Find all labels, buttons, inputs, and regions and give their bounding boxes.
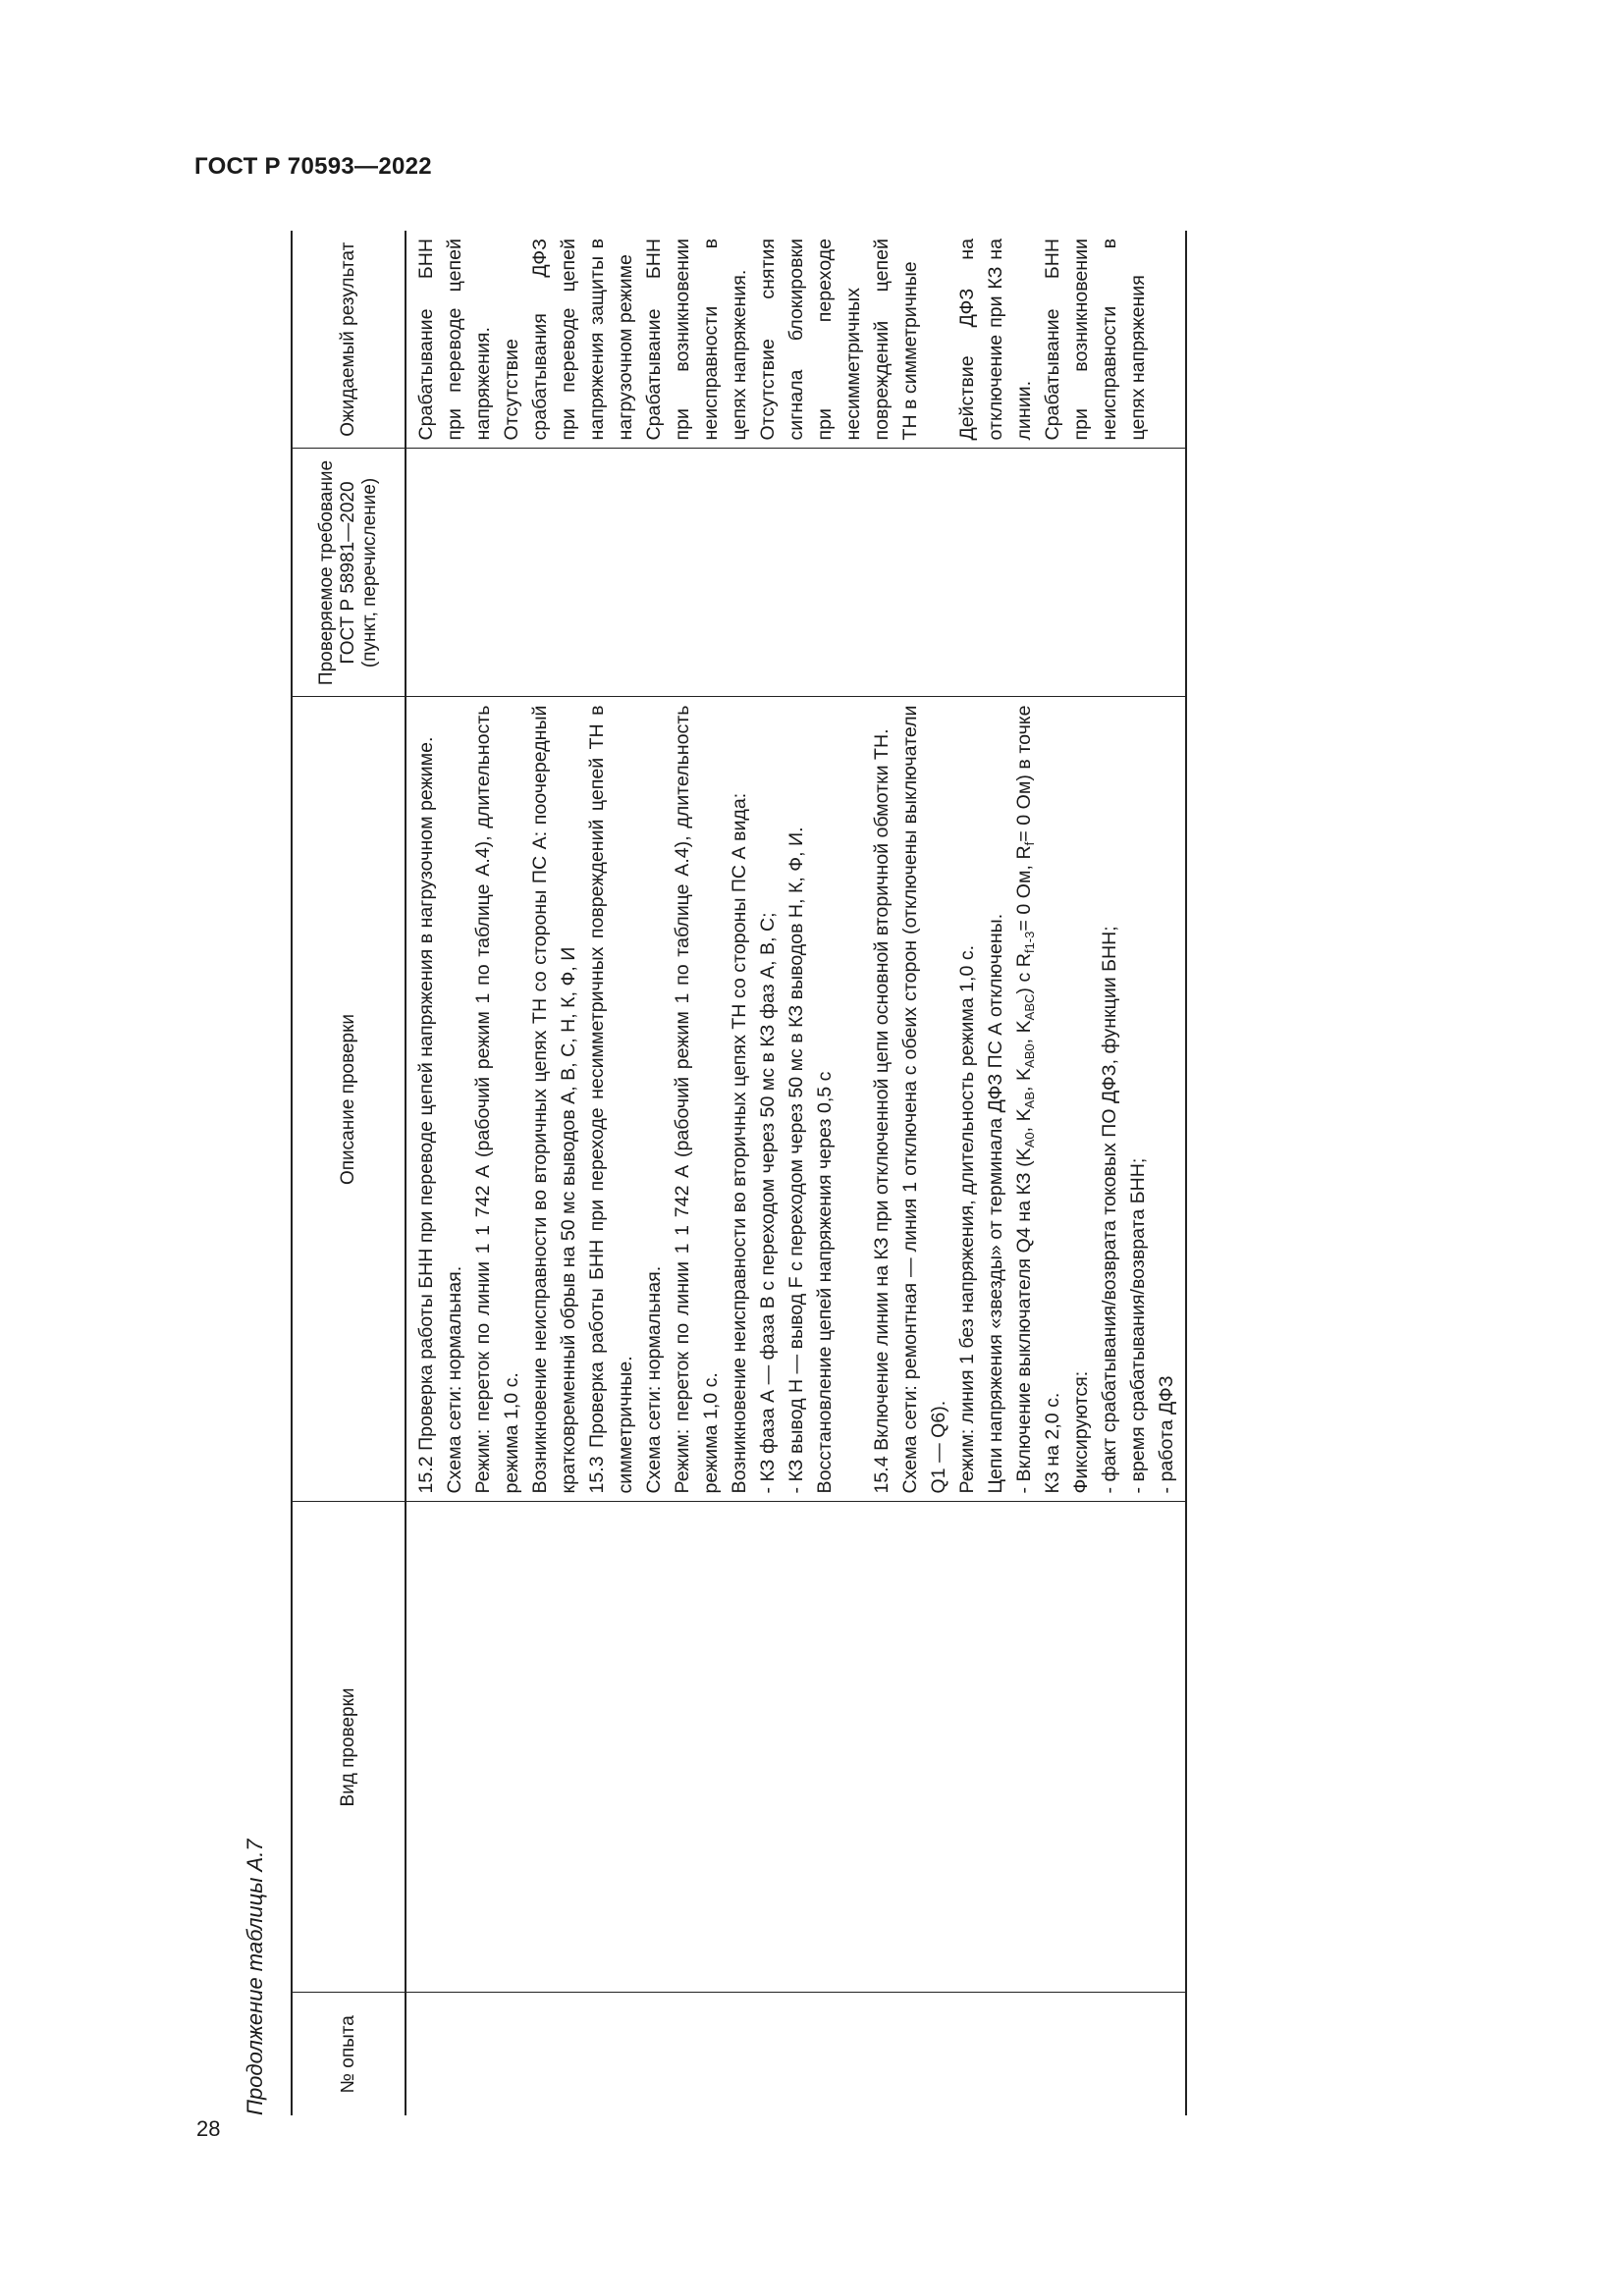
result-15-3 <box>640 239 925 441</box>
description-line: Схема сети: нормальная. <box>643 1265 665 1494</box>
cell-description <box>406 697 1186 1502</box>
switch-text: с R <box>1013 953 1035 983</box>
k-abc-subscript: ABC <box>1022 993 1037 1021</box>
header-test-number: № опыта <box>292 1993 406 2115</box>
result-line: Срабатывание БНН при переводе цепей напряжения. <box>415 239 494 441</box>
description-switch-line: - Включение выключателя Q4 на КЗ ($K_{A0}$, $K_{AB}$, $K_{AB0}$, $K_{ABC}$) с $R_{f1-3}= 0$ Ом, $R_f= 0$ Ом) в точке К3 на 2,0 с. <box>1013 705 1063 1494</box>
switch-text: = 0 Ом, R <box>1013 845 1035 932</box>
k-a0-subscript: A0 <box>1022 1132 1037 1148</box>
description-line: Режим: линия 1 без напряжения, длительность режима 1,0 с. <box>956 944 978 1494</box>
result-line: Отсутствие срабатывания ДФЗ при переводе цепей напряжения защиты в нагрузочном режиме <box>501 239 636 441</box>
k-ab0-subscript: AB0 <box>1022 1043 1037 1068</box>
description-line: Возникновение неисправности во вторичных цепях ТН со стороны ПС А вида: <box>729 792 750 1494</box>
header-test-type: Вид проверки <box>292 1502 406 1993</box>
description-line: - работа ДФЗ <box>1156 1375 1177 1494</box>
document-standard-header: ГОСТ Р 70593—2022 <box>194 153 432 180</box>
description-line: Схема сети: ремонтная — линия 1 отключена с обеих сторон (отключены выключатели Q1 — Q6). <box>899 705 949 1494</box>
result-line: Срабатывание БНН при возникновении неисправности в цепях напряжения. <box>643 239 750 441</box>
description-line: 15.3 Проверка работы БНН при переходе несимметричных повреждений цепей ТН в симметричные. <box>586 705 636 1494</box>
table-caption: Продолжение таблицы А.7 <box>243 1839 267 2115</box>
description-line: - факт срабатывания/возврата токовых ПО ДФЗ, функции БНН; <box>1099 926 1120 1494</box>
result-15-4 <box>953 239 1153 441</box>
spacer <box>925 239 953 441</box>
description-15-3 <box>583 706 839 1494</box>
table-row <box>406 231 1186 2115</box>
result-line: Действие ДФЗ на отключение при КЗ на линии. <box>956 239 1035 441</box>
cell-expected-result <box>406 231 1186 449</box>
description-15-4 <box>868 706 1181 1494</box>
test-table <box>291 231 1187 2115</box>
description-line: Цепи напряжения «звезды» от терминала ДФЗ ПС А отключены. <box>985 913 1006 1494</box>
cell-test-number <box>406 1993 1186 2115</box>
header-requirement: Проверяемое требование ГОСТ Р 58981—2020 (пункт, перечисление) <box>292 449 406 697</box>
r-subscript: f1-3 <box>1022 931 1037 954</box>
description-line: - КЗ фаза А — фаза В с переходом через 50 мс в КЗ фаз А, В, С; <box>757 912 779 1494</box>
description-line: Восстановление цепей напряжения через 0,5 с <box>814 1071 836 1494</box>
page-number: 28 <box>196 2116 221 2141</box>
result-line: Отсутствие снятия сигнала блокировки при переходе несимметричных повреждений цепей ТН в симметричные <box>757 239 921 441</box>
result-15-2 <box>412 239 640 441</box>
result-line: Срабатывание БНН при возникновении неисправности в цепях напряжения <box>1042 239 1149 441</box>
description-line: - КЗ вывод Н — вывод F с переходом через 50 мс в КЗ выводов Н, К, Ф, И. <box>785 827 807 1494</box>
description-line: Схема сети: нормальная. <box>444 1265 465 1494</box>
cell-test-type <box>406 1502 1186 1993</box>
header-expected-result: Ожидаемый результат <box>292 231 406 449</box>
description-line: - время срабатывания/возврата БНН; <box>1127 1157 1149 1494</box>
description-line: Режим: переток по линии 1 1 742 А (рабочий режим 1 по таблице А.4), длительность режима 1,0 с. <box>672 705 722 1494</box>
k-ab-subscript: AB <box>1022 1091 1037 1109</box>
switch-text: - Включение выключателя Q4 на КЗ (K <box>1013 1148 1035 1494</box>
description-15-2 <box>412 706 583 1494</box>
rotated-table-container <box>236 231 1286 2115</box>
description-line: Возникновение неисправности во вторичных цепях ТН со стороны ПС А: поочередный кратковременный обрыв на 50 мс выводов А, В, С, Н, К, Ф, И <box>529 705 579 1494</box>
description-line: 15.2 Проверка работы БНН при переводе цепей напряжения в нагрузочном режиме. <box>415 736 437 1494</box>
description-line: Режим: переток по линии 1 1 742 А (рабочий режим 1 по таблице А.4), длительность режима 1,0 с. <box>472 705 522 1494</box>
rf-subscript: f <box>1022 841 1037 846</box>
description-line: 15.4 Включение линии на КЗ при отключенной цепи основной вторичной обмотки ТН. <box>871 728 893 1494</box>
cell-requirement <box>406 449 1186 697</box>
spacer <box>839 706 868 1494</box>
table-header-row <box>292 231 406 2115</box>
description-line: Фиксируются: <box>1070 1370 1092 1494</box>
switch-text: = 0 Ом) в точке К3 на 2,0 с. <box>1013 705 1063 1494</box>
header-description: Описание проверки <box>292 697 406 1502</box>
